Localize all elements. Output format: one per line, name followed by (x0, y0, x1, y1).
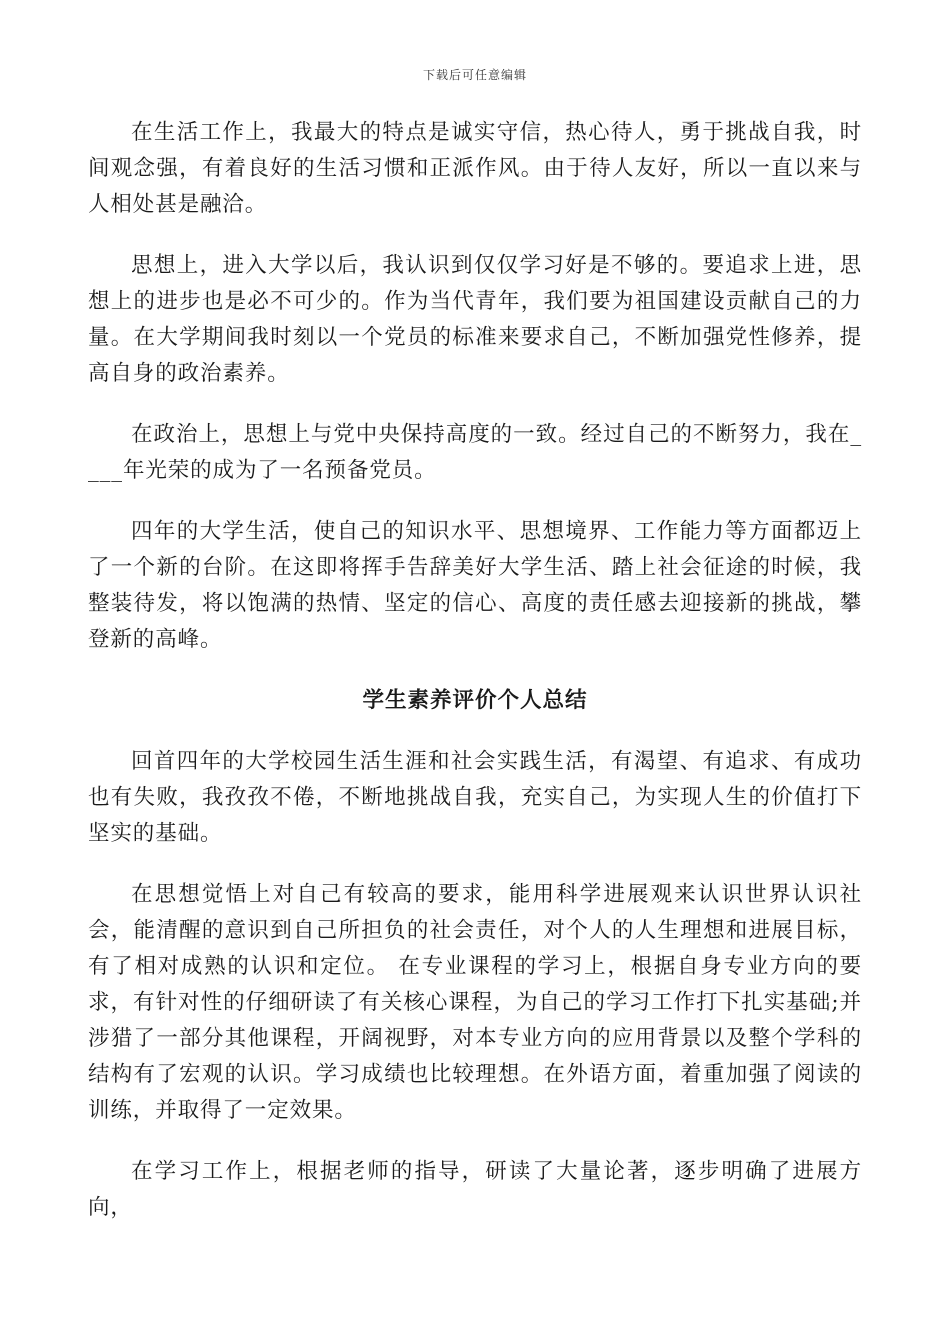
section-title: 学生素养评价个人总结 (362, 688, 588, 713)
paragraph: 在生活工作上，我最大的特点是诚实守信，热心待人，勇于挑战自我，时间观念强，有着良好的生活习惯和正派作风。由于待人友好，所以一直以来与人相处甚是融洽。 (88, 120, 862, 217)
paragraph: 思想上，进入大学以后，我认识到仅仅学习好是不够的。要追求上进，思想上的进步也是必不可少的。作为当代青年，我们要为祖国建设贡献自己的力量。在大学期间我时刻以一个党员的标准来要求自己，不断加强党性修养，提高自身的政治素养。 (88, 253, 862, 386)
paragraph: 四年的大学生活，使自己的知识水平、思想境界、工作能力等方面都迈上了一个新的台阶。在这即将挥手告辞美好大学生活、踏上社会征途的时候，我整装待发，将以饱满的热情、坚定的信心、高度的责任感去迎接新的挑战，攀登新的高峰。 (88, 519, 862, 652)
paragraph: 回首四年的大学校园生活生涯和社会实践生活，有渴望、有追求、有成功也有失败，我孜孜不倦，不断地挑战自我，充实自己，为实现人生的价值打下坚实的基础。 (88, 749, 862, 846)
document-body (88, 115, 862, 1251)
header-note: 下载后可任意编辑 (422, 68, 527, 82)
paragraph: 在学习工作上，根据老师的指导，研读了大量论著，逐步明确了进展方向， (88, 1159, 862, 1220)
paragraph: 在政治上，思想上与党中央保持高度的一致。经过自己的不断努力，我在____年光荣的成为了一名预备党员。 (88, 422, 862, 483)
paragraph: 在思想觉悟上对自己有较高的要求，能用科学进展观来认识世界认识社会，能清醒的意识到自己所担负的社会责任，对个人的人生理想和进展目标，有了相对成熟的认识和定位。 在专业课程的学习上，根据自身专业方向的要求，有针对性的仔细研读了有关核心课程，为自己的学习工作打下扎实基础;并涉猎了一部分其他课程，开阔视野，对本专业方向的应用背景以及整个学科的结构有了宏观的认识。学习成绩也比较理想。在外语方面，着重加强了阅读的训练，并取得了一定效果。 (88, 882, 862, 1123)
